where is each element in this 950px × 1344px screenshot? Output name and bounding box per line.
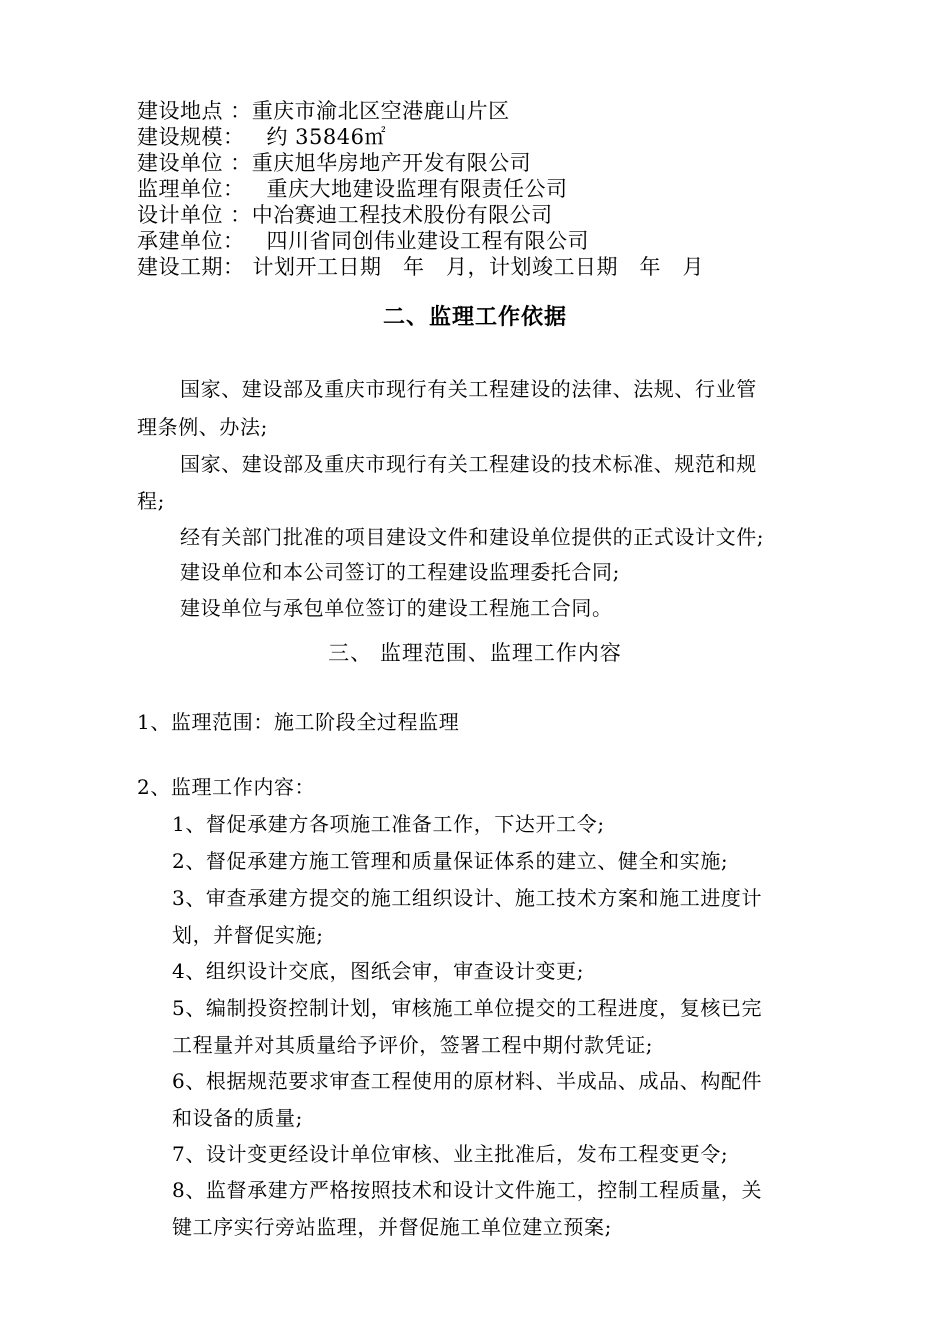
- info-supervisor: [137, 176, 568, 202]
- content-item-2: 2、督促承建方施工管理和质量保证体系的建立、健全和实施;: [172, 849, 729, 873]
- basis-para-2: 国家、建设部及重庆市现行有关工程建设的技术标准、规范和规: [180, 452, 757, 476]
- scope-line: 1、监理范围：施工阶段全过程监理: [137, 710, 460, 734]
- basis-para-1-cont: 理条例、办法;: [137, 415, 268, 439]
- info-label: 承建单位：: [137, 229, 245, 253]
- info-label: 建设地点 ：: [137, 99, 252, 123]
- info-scale: [137, 124, 386, 150]
- info-value: 中冶赛迪工程技术股份有限公司: [251, 203, 553, 227]
- content-item-3-cont: 划，并督促实施;: [172, 923, 324, 947]
- basis-para-3: 经有关部门批准的项目建设文件和建设单位提供的正式设计文件;: [180, 525, 765, 549]
- info-contractor: [137, 228, 589, 254]
- info-label: 建设单位 ：: [137, 151, 252, 175]
- content-item-6-cont: 和设备的质量;: [172, 1106, 303, 1130]
- content-item-8: 8、监督承建方严格按照技术和设计文件施工，控制工程质量，关: [172, 1178, 763, 1202]
- info-value: 重庆旭华房地产开发有限公司: [251, 151, 532, 175]
- info-owner: [137, 150, 531, 176]
- basis-para-4: 建设单位和本公司签订的工程建设监理委托合同;: [180, 560, 620, 584]
- content-item-5-cont: 工程量并对其质量给予评价，签署工程中期付款凭证;: [172, 1033, 654, 1057]
- info-value: 重庆大地建设监理有限责任公司: [266, 177, 568, 201]
- content-item-4: 4、组织设计交底，图纸会审，审查设计变更;: [172, 959, 585, 983]
- info-label: 建设规模：: [137, 125, 245, 149]
- section2-title: 二、监理工作依据: [382, 304, 567, 330]
- section3-title: 三、 监理范围、监理工作内容: [328, 641, 622, 665]
- info-value: 约 35846㎡: [266, 125, 386, 149]
- basis-para-5: 建设单位与承包单位签订的建设工程施工合同。: [180, 596, 613, 620]
- content-item-5: 5、编制投资控制计划，审核施工单位提交的工程进度，复核已完: [172, 996, 763, 1020]
- info-value: 计划开工日期 年 月，计划竣工日期 年 月: [252, 255, 704, 279]
- content-item-6: 6、根据规范要求审查工程使用的原材料、半成品、成品、构配件: [172, 1069, 763, 1093]
- info-label: 监理单位：: [137, 177, 245, 201]
- info-location: [137, 98, 510, 124]
- info-label: 设计单位 ：: [137, 203, 252, 227]
- info-schedule: [137, 254, 704, 280]
- info-designer: [137, 202, 553, 228]
- basis-para-1: 国家、建设部及重庆市现行有关工程建设的法律、法规、行业管: [180, 377, 757, 401]
- content-heading: 2、监理工作内容：: [137, 775, 316, 799]
- info-value: 重庆市渝北区空港鹿山片区: [251, 99, 510, 123]
- content-item-1: 1、督促承建方各项施工准备工作，下达开工令;: [172, 812, 605, 836]
- basis-para-2-cont: 程;: [137, 489, 165, 513]
- info-value: 四川省同创伟业建设工程有限公司: [266, 229, 589, 253]
- info-label: 建设工期：: [137, 255, 245, 279]
- content-item-8-cont: 键工序实行旁站监理，并督促施工单位建立预案;: [172, 1215, 612, 1239]
- content-item-7: 7、设计变更经设计单位审核、业主批准后，发布工程变更令;: [172, 1142, 729, 1166]
- content-item-3: 3、审查承建方提交的施工组织设计、施工技术方案和施工进度计: [172, 886, 763, 910]
